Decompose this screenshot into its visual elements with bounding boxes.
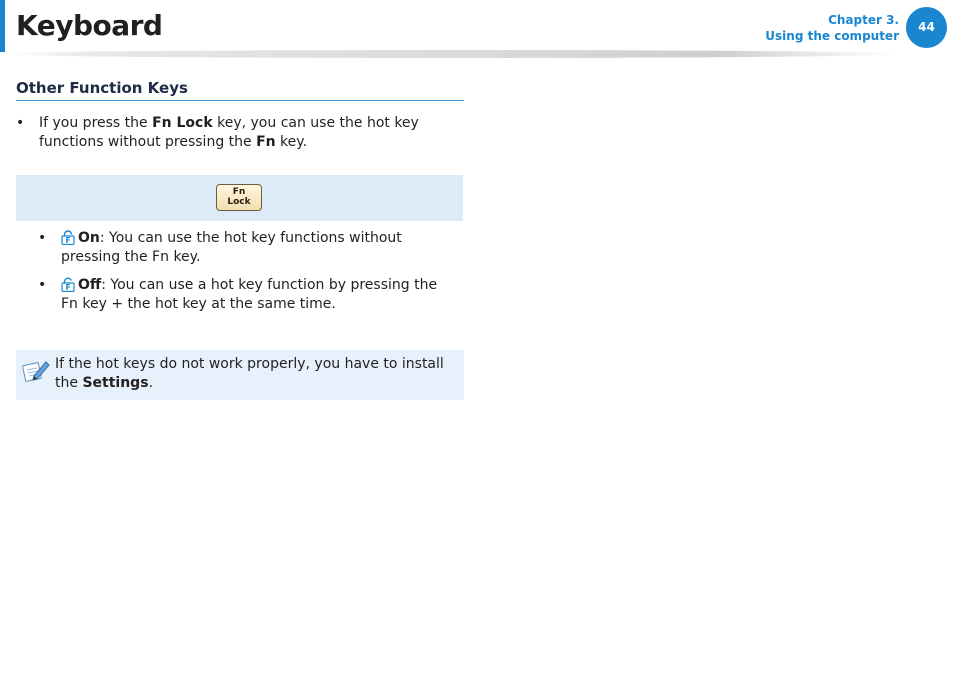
key-label-lock: Lock xyxy=(227,197,251,207)
settings-term: Settings xyxy=(82,375,149,391)
fn-lock-off-icon xyxy=(61,277,75,292)
intro-bullet xyxy=(16,114,464,152)
header-accent-bar xyxy=(0,0,5,52)
state-on-label: On xyxy=(78,230,100,246)
state-on-text: : You can use the hot key functions without pressing the Fn key. xyxy=(61,230,402,265)
bullet-dot: • xyxy=(38,230,47,246)
chapter-title: Using the computer xyxy=(765,29,899,43)
svg-text:F: F xyxy=(65,283,71,292)
intro-text: key. xyxy=(275,134,308,150)
bullet-dot: • xyxy=(38,277,47,293)
note-text-part: If the hot keys do not work properly, you have to install the xyxy=(55,356,444,391)
fn-lock-term: Fn Lock xyxy=(152,115,213,131)
chapter-label xyxy=(765,12,899,44)
chapter-number: Chapter 3. xyxy=(828,13,899,27)
intro-text: If you press the xyxy=(39,115,153,131)
state-off-text: : You can use a hot key function by pressing the Fn key + the hot key at the same time. xyxy=(61,277,438,312)
state-off-label: Off xyxy=(78,277,102,293)
state-off-bullet xyxy=(38,276,456,314)
state-on-bullet xyxy=(38,229,456,267)
fn-lock-key-image xyxy=(216,184,262,211)
fn-term: Fn xyxy=(256,134,276,150)
header-divider xyxy=(0,50,900,58)
key-illustration-panel xyxy=(16,175,463,221)
note-pencil-icon xyxy=(22,358,50,384)
svg-text:F: F xyxy=(65,236,71,245)
page-title: Keyboard xyxy=(16,9,163,42)
note-panel xyxy=(16,350,464,400)
bullet-dot: • xyxy=(16,115,25,131)
page-number-badge: 44 xyxy=(906,7,947,48)
fn-lock-on-icon xyxy=(61,230,75,245)
note-text-part: . xyxy=(148,375,153,391)
section-title: Other Function Keys xyxy=(16,79,464,101)
key-label-fn: Fn xyxy=(232,187,246,197)
note-text xyxy=(55,355,455,393)
intro-text: key, you can use the hot key functions without pressing the xyxy=(39,115,419,150)
